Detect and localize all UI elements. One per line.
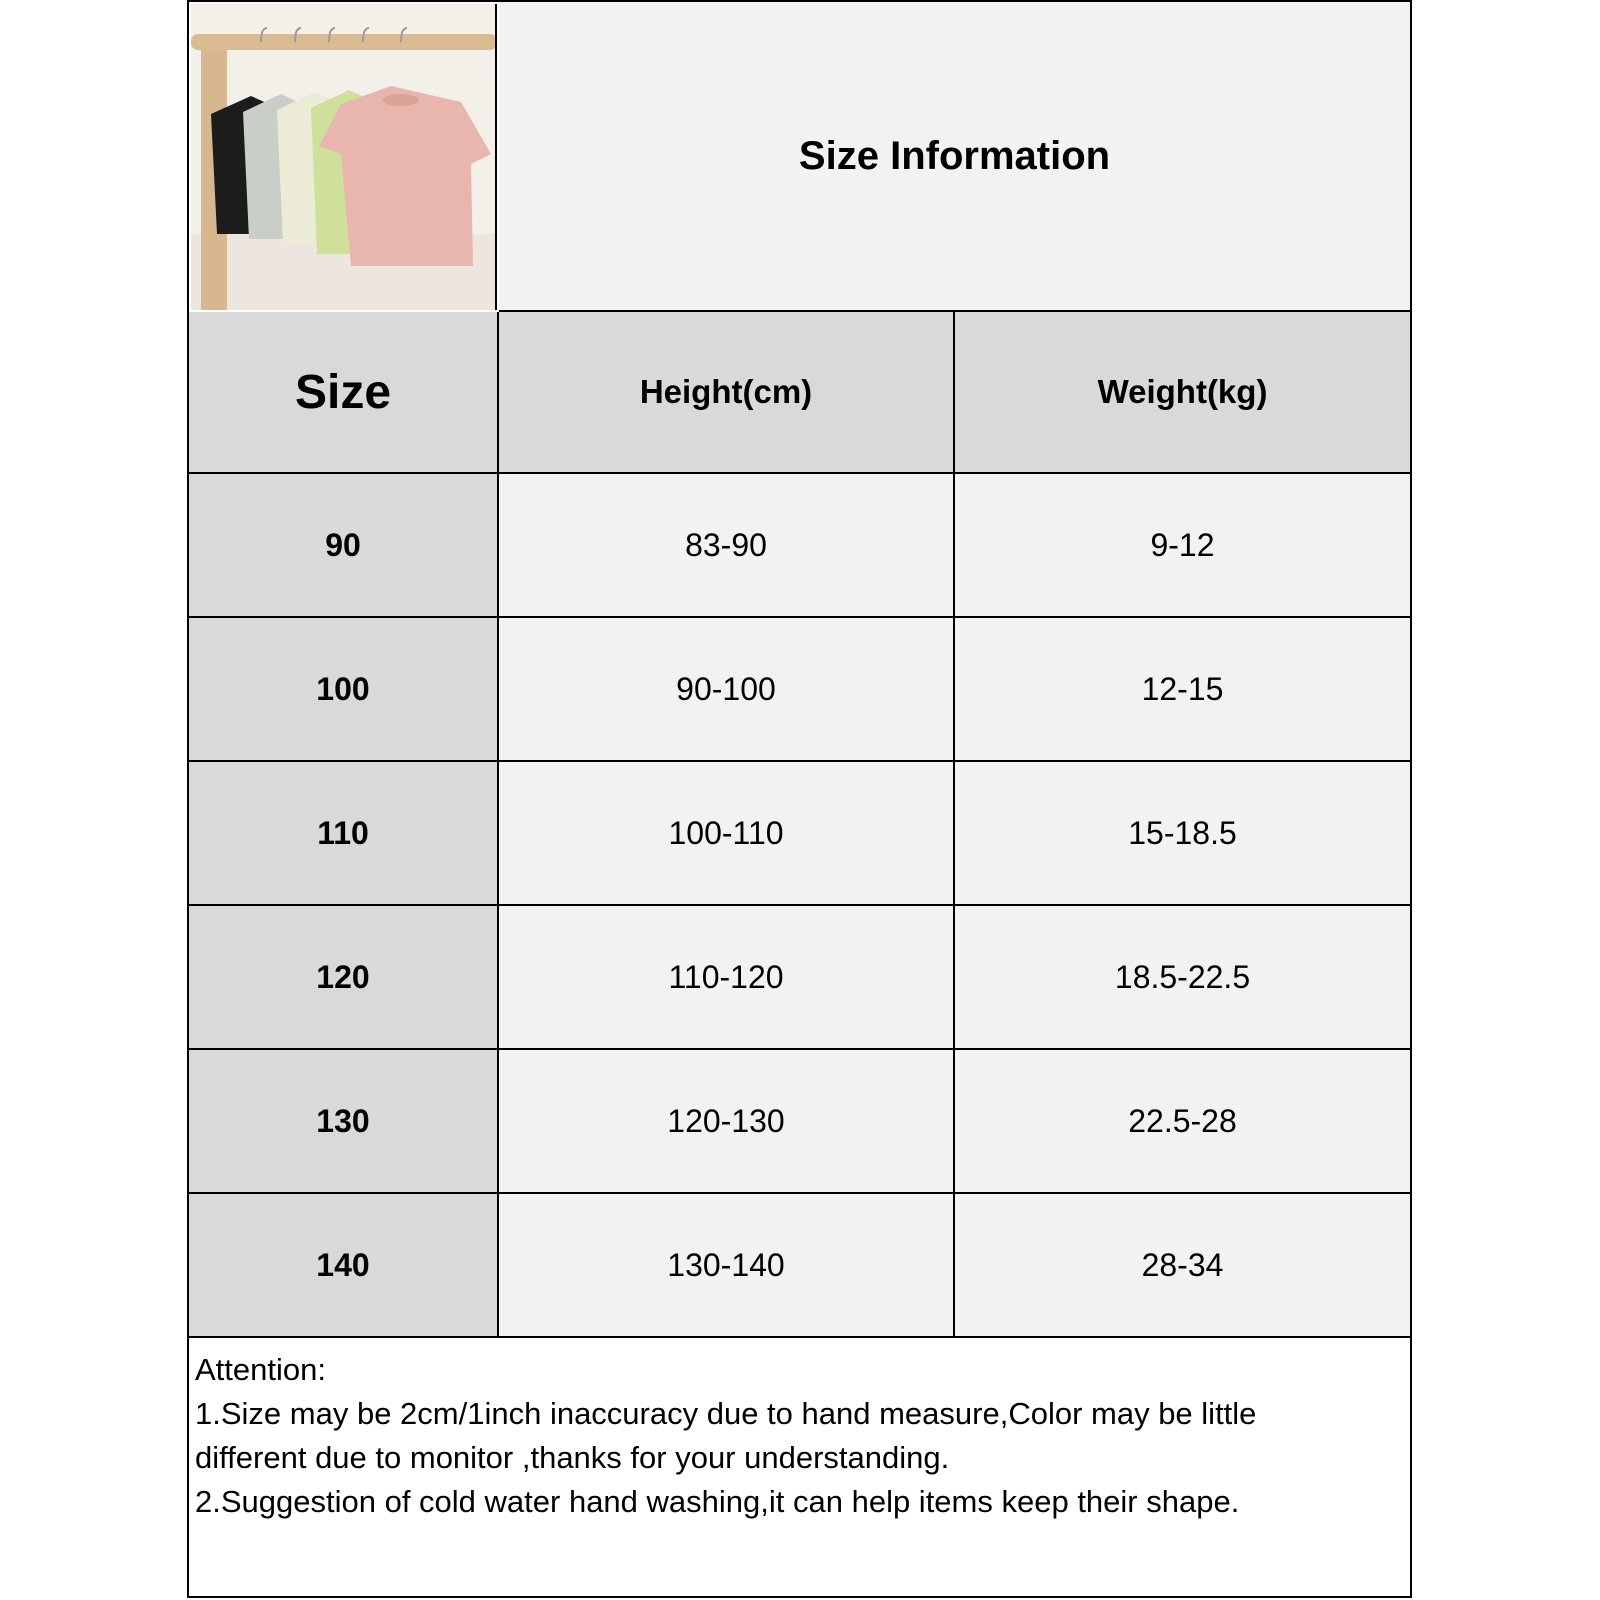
header-height: Height(cm)	[499, 312, 955, 474]
size-cell: 120	[189, 906, 499, 1050]
page-title: Size Information	[798, 133, 1111, 178]
height-cell: 120-130	[499, 1050, 955, 1194]
header-size: Size	[189, 312, 499, 474]
notes-heading: Attention:	[195, 1352, 326, 1387]
header-row	[189, 2, 1410, 312]
size-cell: 90	[189, 474, 499, 618]
size-cell: 140	[189, 1194, 499, 1338]
weight-cell: 18.5-22.5	[955, 906, 1410, 1050]
weight-cell: 9-12	[955, 474, 1410, 618]
size-cell: 110	[189, 762, 499, 906]
notes-line: different due to monitor ,thanks for your understanding.	[195, 1440, 950, 1475]
size-table	[189, 312, 1410, 1338]
weight-cell: 12-15	[955, 618, 1410, 762]
notes-line: 1.Size may be 2cm/1inch inaccuracy due to hand measure,Color may be little	[195, 1396, 1257, 1431]
height-cell: 83-90	[499, 474, 955, 618]
attention-notes	[189, 1342, 1410, 1596]
height-cell: 100-110	[499, 762, 955, 906]
shirts-on-rack-image	[191, 4, 497, 310]
size-cell: 130	[189, 1050, 499, 1194]
weight-cell: 28-34	[955, 1194, 1410, 1338]
size-chart-sheet	[187, 0, 1412, 1598]
notes-line: 2.Suggestion of cold water hand washing,it can help items keep their shape.	[195, 1484, 1240, 1519]
product-photo	[191, 4, 497, 310]
weight-cell: 22.5-28	[955, 1050, 1410, 1194]
size-cell: 100	[189, 618, 499, 762]
header-weight: Weight(kg)	[955, 312, 1410, 474]
height-cell: 90-100	[499, 618, 955, 762]
height-cell: 130-140	[499, 1194, 955, 1338]
height-cell: 110-120	[499, 906, 955, 1050]
size-information-title-cell	[499, 2, 1410, 312]
weight-cell: 15-18.5	[955, 762, 1410, 906]
